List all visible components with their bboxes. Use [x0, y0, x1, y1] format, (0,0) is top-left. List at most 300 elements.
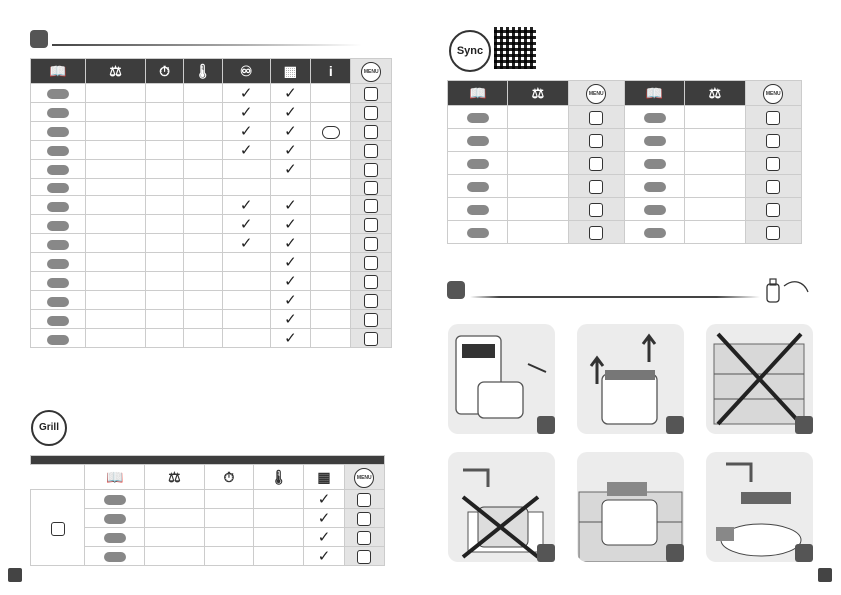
grill-side-cell — [31, 490, 85, 566]
info-cell — [311, 160, 351, 179]
program-icon — [589, 180, 603, 194]
book-icon: 📖 — [31, 59, 86, 84]
weight-cell — [86, 291, 146, 310]
menu-button-icon: MENU — [344, 465, 384, 490]
food-cell — [31, 291, 86, 310]
info-icon: i — [311, 59, 351, 84]
food-cell — [624, 129, 684, 152]
menu-cell — [745, 129, 801, 152]
table-row — [31, 160, 392, 179]
food-icon — [104, 495, 126, 505]
time-cell — [145, 141, 183, 160]
check-icon: ✓ — [284, 216, 297, 234]
thermometer-icon: 🌡 — [254, 465, 304, 490]
rack-cell — [270, 272, 310, 291]
food-icon — [47, 316, 69, 326]
menu-cell — [745, 152, 801, 175]
weight-cell — [685, 152, 745, 175]
food-cell — [85, 547, 145, 566]
weight-cell — [86, 253, 146, 272]
food-cell — [31, 160, 86, 179]
weight-cell — [145, 509, 205, 528]
food-icon — [644, 205, 666, 215]
grill-plate-cell — [304, 490, 344, 509]
time-cell — [145, 291, 183, 310]
shake-cell — [222, 310, 270, 329]
food-icon — [644, 159, 666, 169]
table-row — [448, 152, 802, 175]
weight-cell — [86, 160, 146, 179]
weight-icon: ⚖ — [685, 81, 745, 106]
weight-icon: ⚖ — [145, 465, 205, 490]
check-icon: ✓ — [317, 491, 331, 508]
temp-cell — [184, 160, 222, 179]
food-icon — [644, 182, 666, 192]
check-icon: ✓ — [284, 311, 297, 329]
time-cell — [145, 253, 183, 272]
thermometer-icon: 🌡 — [184, 59, 222, 84]
food-cell — [448, 221, 508, 244]
check-icon: ✓ — [284, 161, 297, 178]
menu-cell — [351, 84, 392, 103]
menu-cell — [351, 103, 392, 122]
shake-cell — [222, 103, 270, 122]
temp-cell — [184, 196, 222, 215]
program-icon — [364, 125, 378, 139]
weight-cell — [86, 310, 146, 329]
section-rule-2 — [470, 296, 760, 298]
time-cell — [145, 310, 183, 329]
food-cell — [85, 490, 145, 509]
menu-cell — [568, 198, 624, 221]
temp-cell — [184, 103, 222, 122]
food-icon — [467, 228, 489, 238]
table-row — [31, 122, 392, 141]
food-icon — [467, 159, 489, 169]
table-row — [31, 490, 385, 509]
rack-cell — [270, 122, 310, 141]
weight-cell — [508, 198, 568, 221]
temp-cell — [184, 291, 222, 310]
program-icon — [364, 106, 378, 120]
weight-cell — [86, 272, 146, 291]
weight-cell — [145, 528, 205, 547]
food-icon — [47, 146, 69, 156]
food-cell — [31, 196, 86, 215]
rack-cell — [270, 215, 310, 234]
step-badge — [537, 416, 555, 434]
grill-plate-cell — [304, 547, 344, 566]
weight-cell — [86, 103, 146, 122]
time-cell — [145, 272, 183, 291]
food-cell — [31, 122, 86, 141]
info-cell — [311, 310, 351, 329]
step-badge — [666, 544, 684, 562]
time-cell — [145, 122, 183, 141]
program-icon — [364, 313, 378, 327]
temp-cell — [254, 528, 304, 547]
weight-cell — [508, 106, 568, 129]
program-icon — [589, 157, 603, 171]
shake-cell — [222, 84, 270, 103]
temp-cell — [254, 509, 304, 528]
food-icon — [47, 165, 69, 175]
program-icon — [364, 256, 378, 270]
time-cell — [145, 103, 183, 122]
menu-cell — [745, 106, 801, 129]
table-row — [448, 221, 802, 244]
time-cell — [204, 509, 254, 528]
food-cell — [31, 310, 86, 329]
food-icon — [47, 259, 69, 269]
temp-cell — [184, 310, 222, 329]
program-icon — [766, 134, 780, 148]
food-cell — [31, 272, 86, 291]
food-icon — [467, 182, 489, 192]
program-icon — [364, 144, 378, 158]
check-icon: ✓ — [284, 123, 297, 140]
food-cell — [31, 141, 86, 160]
shake-cell — [222, 329, 270, 348]
menu-cell — [568, 129, 624, 152]
time-cell — [204, 528, 254, 547]
temp-cell — [254, 490, 304, 509]
menu-cell — [351, 329, 392, 348]
weight-cell — [86, 234, 146, 253]
weight-cell — [145, 490, 205, 509]
table-row — [448, 198, 802, 221]
shake-cell — [222, 272, 270, 291]
check-icon: ✓ — [239, 104, 253, 121]
table-row — [31, 272, 392, 291]
program-icon — [766, 203, 780, 217]
weight-cell — [685, 221, 745, 244]
table-row — [31, 196, 392, 215]
table-row — [31, 234, 392, 253]
grill-table — [30, 455, 385, 566]
rack-cell — [270, 179, 310, 196]
temp-cell — [184, 84, 222, 103]
food-icon — [47, 108, 69, 118]
rack-icon: ▦ — [270, 59, 310, 84]
food-icon — [644, 228, 666, 238]
temp-cell — [184, 179, 222, 196]
menu-button-icon: MENU — [745, 81, 801, 106]
program-icon — [357, 531, 371, 545]
program-icon — [357, 550, 371, 564]
food-icon — [467, 205, 489, 215]
food-cell — [31, 329, 86, 348]
food-cell — [31, 103, 86, 122]
shake-cell — [222, 196, 270, 215]
menu-cell — [351, 160, 392, 179]
menu-cell — [351, 234, 392, 253]
table-row — [31, 141, 392, 160]
info-cell — [311, 196, 351, 215]
food-icon — [104, 533, 126, 543]
menu-button-icon: MENU — [351, 59, 392, 84]
time-cell — [145, 215, 183, 234]
food-cell — [624, 198, 684, 221]
weight-cell — [508, 175, 568, 198]
rack-cell — [270, 234, 310, 253]
rack-cell — [270, 196, 310, 215]
shake-cell — [222, 234, 270, 253]
rack-cell — [270, 291, 310, 310]
time-cell — [145, 179, 183, 196]
shake-cell — [222, 141, 270, 160]
program-icon — [766, 157, 780, 171]
step-badge — [795, 544, 813, 562]
time-cell — [204, 490, 254, 509]
table-row — [448, 129, 802, 152]
program-icon — [364, 181, 378, 195]
menu-cell — [351, 291, 392, 310]
rack-cell — [270, 141, 310, 160]
food-icon — [47, 335, 69, 345]
program-icon — [589, 226, 603, 240]
qr-code — [494, 27, 536, 69]
program-icon — [589, 134, 603, 148]
menu-cell — [568, 221, 624, 244]
menu-cell — [351, 122, 392, 141]
check-icon: ✓ — [239, 85, 253, 102]
info-cell — [311, 122, 351, 141]
menu-cell — [344, 490, 384, 509]
time-cell — [145, 160, 183, 179]
check-icon: ✓ — [239, 216, 253, 234]
program-icon — [364, 237, 378, 251]
food-cell — [448, 152, 508, 175]
cleaning-spray-icon — [764, 276, 810, 304]
temp-cell — [184, 272, 222, 291]
menu-cell — [568, 106, 624, 129]
weight-cell — [86, 141, 146, 160]
weight-cell — [508, 129, 568, 152]
food-cell — [31, 234, 86, 253]
section-badge-2 — [447, 281, 465, 299]
food-icon — [47, 221, 69, 231]
menu-cell — [745, 221, 801, 244]
menu-cell — [568, 152, 624, 175]
cooking-table — [30, 58, 392, 348]
page-tab-left — [8, 568, 22, 582]
check-icon: ✓ — [284, 273, 297, 291]
time-cell — [145, 234, 183, 253]
temp-cell — [184, 215, 222, 234]
weight-cell — [685, 175, 745, 198]
weight-cell — [86, 179, 146, 196]
info-cell — [311, 291, 351, 310]
grill-button: Grill — [31, 410, 67, 446]
book-icon: 📖 — [85, 465, 145, 490]
time-cell — [204, 547, 254, 566]
grill-plate-cell — [304, 509, 344, 528]
menu-cell — [351, 253, 392, 272]
table-row — [31, 291, 392, 310]
food-icon — [47, 183, 69, 193]
menu-cell — [745, 175, 801, 198]
shake-icon: ♾ — [222, 59, 270, 84]
food-cell — [624, 175, 684, 198]
food-cell — [448, 106, 508, 129]
book-icon: 📖 — [624, 81, 684, 106]
info-cell — [311, 103, 351, 122]
check-icon: ✓ — [317, 548, 331, 565]
program-icon — [766, 226, 780, 240]
check-icon: ✓ — [317, 510, 331, 527]
food-icon — [104, 514, 126, 524]
food-cell — [85, 509, 145, 528]
program-icon — [766, 111, 780, 125]
menu-cell — [745, 198, 801, 221]
rack-cell — [270, 84, 310, 103]
food-icon — [47, 89, 69, 99]
check-icon: ✓ — [239, 123, 253, 140]
food-cell — [31, 84, 86, 103]
menu-cell — [351, 141, 392, 160]
temp-cell — [184, 141, 222, 160]
program-icon — [364, 275, 378, 289]
temp-cell — [184, 122, 222, 141]
table-row — [31, 329, 392, 348]
program-icon — [364, 163, 378, 177]
info-cell — [311, 329, 351, 348]
grill-plate-cell — [304, 528, 344, 547]
food-cell — [624, 152, 684, 175]
program-icon — [357, 493, 371, 507]
food-icon — [467, 113, 489, 123]
shake-cell — [222, 122, 270, 141]
food-cell — [448, 175, 508, 198]
temp-cell — [184, 329, 222, 348]
shake-cell — [222, 291, 270, 310]
info-cell — [311, 179, 351, 196]
info-cell — [311, 141, 351, 160]
food-cell — [31, 179, 86, 196]
program-icon — [357, 512, 371, 526]
sync-table — [447, 80, 802, 244]
table-row — [31, 103, 392, 122]
temp-cell — [184, 253, 222, 272]
program-icon — [589, 111, 603, 125]
check-icon: ✓ — [284, 330, 297, 348]
weight-cell — [145, 547, 205, 566]
rack-cell — [270, 329, 310, 348]
food-cell — [624, 106, 684, 129]
book-icon: 📖 — [448, 81, 508, 106]
shake-cell — [222, 160, 270, 179]
menu-cell — [568, 175, 624, 198]
page-tab-right — [818, 568, 832, 582]
program-icon — [364, 294, 378, 308]
shake-cell — [222, 215, 270, 234]
table-row — [31, 253, 392, 272]
food-icon — [47, 202, 69, 212]
weight-cell — [86, 215, 146, 234]
food-cell — [85, 528, 145, 547]
weight-cell — [86, 84, 146, 103]
program-icon — [364, 218, 378, 232]
info-cell — [311, 253, 351, 272]
menu-cell — [351, 310, 392, 329]
time-cell — [145, 84, 183, 103]
check-icon: ✓ — [284, 85, 297, 102]
program-icon — [364, 199, 378, 213]
check-icon: ✓ — [284, 197, 297, 215]
step-badge — [666, 416, 684, 434]
temp-cell — [254, 547, 304, 566]
food-cell — [31, 253, 86, 272]
rack-cell — [270, 103, 310, 122]
weight-cell — [685, 129, 745, 152]
food-cell — [624, 221, 684, 244]
timer-icon: ⏱ — [204, 465, 254, 490]
food-icon — [467, 136, 489, 146]
menu-cell — [351, 272, 392, 291]
weight-cell — [86, 196, 146, 215]
info-cell — [311, 234, 351, 253]
menu-cell — [351, 196, 392, 215]
table-row — [31, 215, 392, 234]
food-icon — [644, 136, 666, 146]
table-row — [31, 84, 392, 103]
program-icon — [589, 203, 603, 217]
rack-cell — [270, 310, 310, 329]
check-icon: ✓ — [284, 142, 297, 159]
program-icon — [766, 180, 780, 194]
check-icon: ✓ — [284, 292, 297, 310]
weight-cell — [508, 221, 568, 244]
shake-cell — [222, 253, 270, 272]
food-icon — [47, 127, 69, 137]
timer-icon: ⏱ — [145, 59, 183, 84]
menu-cell — [344, 509, 384, 528]
check-icon: ✓ — [284, 254, 297, 272]
info-detail-icon — [322, 126, 340, 139]
program-icon — [364, 87, 378, 101]
check-icon: ✓ — [284, 104, 297, 121]
menu-cell — [351, 215, 392, 234]
step-badge — [537, 544, 555, 562]
weight-cell — [685, 106, 745, 129]
grill-plate-icon: ▦ — [304, 465, 344, 490]
section-badge-1 — [30, 30, 48, 48]
food-cell — [448, 129, 508, 152]
food-icon — [47, 297, 69, 307]
rack-cell — [270, 160, 310, 179]
section-rule-1 — [52, 44, 362, 46]
menu-cell — [344, 547, 384, 566]
sync-button: Sync — [449, 30, 491, 72]
menu-cell — [344, 528, 384, 547]
time-cell — [145, 329, 183, 348]
check-icon: ✓ — [239, 142, 253, 159]
table-row — [31, 179, 392, 196]
table-row — [31, 310, 392, 329]
food-icon — [644, 113, 666, 123]
menu-cell — [351, 179, 392, 196]
info-cell — [311, 84, 351, 103]
table-row — [448, 175, 802, 198]
weight-cell — [86, 122, 146, 141]
weight-cell — [685, 198, 745, 221]
weight-cell — [508, 152, 568, 175]
info-cell — [311, 215, 351, 234]
weight-icon: ⚖ — [508, 81, 568, 106]
weight-cell — [86, 329, 146, 348]
shake-cell — [222, 179, 270, 196]
